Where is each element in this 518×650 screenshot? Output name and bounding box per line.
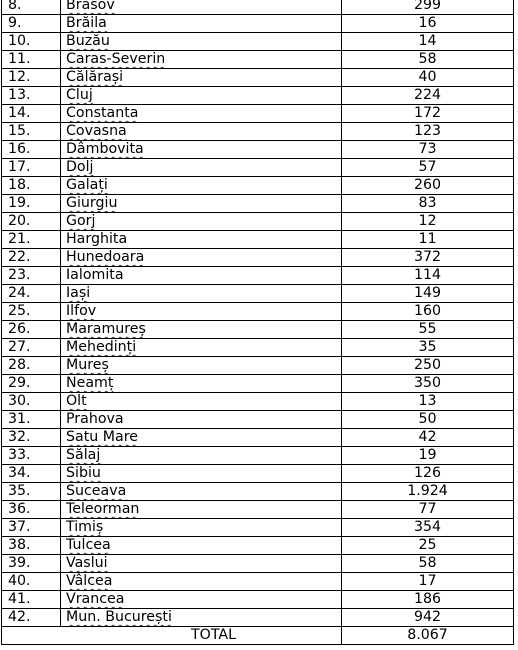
table-row bbox=[2, 33, 514, 51]
county-cell bbox=[61, 51, 342, 69]
table-row bbox=[2, 105, 514, 123]
county-cell bbox=[61, 465, 342, 483]
county-cell bbox=[61, 537, 342, 555]
county-value: 299 bbox=[342, 0, 514, 15]
county-value: 42 bbox=[342, 429, 514, 447]
county-value: 25 bbox=[342, 537, 514, 555]
county-name: Mehedinți bbox=[66, 339, 137, 355]
row-number: 18. bbox=[2, 177, 61, 195]
county-value: 55 bbox=[342, 321, 514, 339]
row-number: 27. bbox=[2, 339, 61, 357]
table-row bbox=[2, 195, 514, 213]
county-name: Caras-Severin bbox=[66, 51, 166, 67]
county-name: Brăila bbox=[66, 15, 107, 31]
county-cell bbox=[61, 591, 342, 609]
county-name: Galați bbox=[66, 177, 108, 193]
table-row bbox=[2, 429, 514, 447]
county-cell bbox=[61, 69, 342, 87]
county-name: Maramureș bbox=[66, 321, 146, 337]
table-row bbox=[2, 537, 514, 555]
county-value: 172 bbox=[342, 105, 514, 123]
county-cell bbox=[61, 573, 342, 591]
county-name: Sibiu bbox=[66, 465, 101, 481]
row-number: 39. bbox=[2, 555, 61, 573]
county-name: Satu Mare bbox=[66, 429, 138, 445]
county-cell bbox=[61, 159, 342, 177]
table-row bbox=[2, 555, 514, 573]
county-value: 160 bbox=[342, 303, 514, 321]
table-row bbox=[2, 483, 514, 501]
county-cell bbox=[61, 285, 342, 303]
county-cell bbox=[61, 33, 342, 51]
row-number: 20. bbox=[2, 213, 61, 231]
table-row bbox=[2, 411, 514, 429]
row-number: 21. bbox=[2, 231, 61, 249]
table-row bbox=[2, 573, 514, 591]
table-row bbox=[2, 15, 514, 33]
county-value: 19 bbox=[342, 447, 514, 465]
county-name: Teleorman bbox=[66, 501, 140, 517]
county-value: 17 bbox=[342, 573, 514, 591]
row-number: 22. bbox=[2, 249, 61, 267]
row-number: 26. bbox=[2, 321, 61, 339]
county-cell bbox=[61, 105, 342, 123]
row-number: 33. bbox=[2, 447, 61, 465]
county-cell bbox=[61, 447, 342, 465]
county-cell bbox=[61, 213, 342, 231]
row-number: 24. bbox=[2, 285, 61, 303]
county-cell bbox=[61, 375, 342, 393]
row-number: 37. bbox=[2, 519, 61, 537]
county-value: 12 bbox=[342, 213, 514, 231]
table-row bbox=[2, 249, 514, 267]
row-number: 11. bbox=[2, 51, 61, 69]
county-cell bbox=[61, 87, 342, 105]
row-number: 34. bbox=[2, 465, 61, 483]
county-value: 57 bbox=[342, 159, 514, 177]
county-name: Mureș bbox=[66, 357, 109, 373]
table-row bbox=[2, 231, 514, 249]
county-name: Mun. București bbox=[66, 609, 172, 625]
table-row bbox=[2, 591, 514, 609]
county-name: Sălaj bbox=[66, 447, 101, 463]
row-number: 19. bbox=[2, 195, 61, 213]
total-row bbox=[2, 627, 514, 645]
table-row bbox=[2, 609, 514, 627]
table-row bbox=[2, 465, 514, 483]
county-name: Olt bbox=[66, 393, 87, 409]
table-row bbox=[2, 141, 514, 159]
county-value: 58 bbox=[342, 51, 514, 69]
county-value: 83 bbox=[342, 195, 514, 213]
county-value: 354 bbox=[342, 519, 514, 537]
table-row bbox=[2, 285, 514, 303]
table-row bbox=[2, 267, 514, 285]
row-number: 30. bbox=[2, 393, 61, 411]
county-cell bbox=[61, 267, 342, 285]
row-number: 42. bbox=[2, 609, 61, 627]
county-value: 16 bbox=[342, 15, 514, 33]
county-value: 224 bbox=[342, 87, 514, 105]
county-name: Cluj bbox=[66, 87, 93, 103]
county-cell bbox=[61, 411, 342, 429]
county-name: Timiș bbox=[66, 519, 104, 535]
county-cell bbox=[61, 15, 342, 33]
row-number: 41. bbox=[2, 591, 61, 609]
row-number: 15. bbox=[2, 123, 61, 141]
row-number: 23. bbox=[2, 267, 61, 285]
row-number: 12. bbox=[2, 69, 61, 87]
table-row bbox=[2, 177, 514, 195]
county-value: 11 bbox=[342, 231, 514, 249]
table-row bbox=[2, 447, 514, 465]
row-number: 31. bbox=[2, 411, 61, 429]
table-row bbox=[2, 501, 514, 519]
table-row bbox=[2, 69, 514, 87]
table-row bbox=[2, 339, 514, 357]
county-value: 1.924 bbox=[342, 483, 514, 501]
table-row bbox=[2, 51, 514, 69]
county-name: Brasov bbox=[66, 0, 115, 13]
total-value: 8.067 bbox=[342, 627, 514, 645]
county-cell bbox=[61, 195, 342, 213]
county-cell bbox=[61, 303, 342, 321]
county-value: 40 bbox=[342, 69, 514, 87]
county-cell bbox=[61, 123, 342, 141]
county-name: Gorj bbox=[66, 213, 96, 229]
county-value: 58 bbox=[342, 555, 514, 573]
county-name: Ilfov bbox=[66, 303, 97, 319]
county-cell bbox=[61, 231, 342, 249]
county-name: Vrancea bbox=[66, 591, 125, 607]
table-row bbox=[2, 321, 514, 339]
county-value: 126 bbox=[342, 465, 514, 483]
county-name: Tulcea bbox=[66, 537, 111, 553]
county-value: 77 bbox=[342, 501, 514, 519]
county-cell bbox=[61, 321, 342, 339]
row-number: 28. bbox=[2, 357, 61, 375]
table-row bbox=[2, 213, 514, 231]
county-name: Covasna bbox=[66, 123, 127, 139]
county-value: 260 bbox=[342, 177, 514, 195]
county-name: Ialomita bbox=[66, 267, 124, 283]
county-value: 350 bbox=[342, 375, 514, 393]
county-name: Hunedoara bbox=[66, 249, 145, 265]
county-cell bbox=[61, 519, 342, 537]
county-name: Giurgiu bbox=[66, 195, 118, 211]
table-row bbox=[2, 159, 514, 177]
county-name: Neamț bbox=[66, 375, 114, 391]
row-number: 17. bbox=[2, 159, 61, 177]
county-cell bbox=[61, 141, 342, 159]
table-row bbox=[2, 375, 514, 393]
county-name: Constanta bbox=[66, 105, 139, 121]
county-cell bbox=[61, 483, 342, 501]
county-value: 186 bbox=[342, 591, 514, 609]
county-value: 149 bbox=[342, 285, 514, 303]
county-name: Călărași bbox=[66, 69, 124, 85]
county-value: 14 bbox=[342, 33, 514, 51]
county-name: Harghita bbox=[66, 231, 128, 247]
county-cell bbox=[61, 0, 342, 15]
county-name: Dolj bbox=[66, 159, 94, 175]
county-name: Suceava bbox=[66, 483, 127, 499]
county-cell bbox=[61, 501, 342, 519]
row-number: 10. bbox=[2, 33, 61, 51]
table-row bbox=[2, 87, 514, 105]
table-row bbox=[2, 303, 514, 321]
county-cell bbox=[61, 609, 342, 627]
county-name: Vaslui bbox=[66, 555, 108, 571]
county-value: 942 bbox=[342, 609, 514, 627]
table-row bbox=[2, 123, 514, 141]
table-row bbox=[2, 0, 514, 15]
county-name: Prahova bbox=[66, 411, 124, 427]
county-value: 372 bbox=[342, 249, 514, 267]
county-value: 13 bbox=[342, 393, 514, 411]
row-number: 25. bbox=[2, 303, 61, 321]
row-number: 14. bbox=[2, 105, 61, 123]
county-value: 250 bbox=[342, 357, 514, 375]
county-name: Dâmbovita bbox=[66, 141, 144, 157]
county-cell bbox=[61, 555, 342, 573]
row-number: 16. bbox=[2, 141, 61, 159]
county-cell bbox=[61, 249, 342, 267]
county-cell bbox=[61, 339, 342, 357]
row-number: 9. bbox=[2, 15, 61, 33]
row-number: 8. bbox=[2, 0, 61, 15]
county-cell bbox=[61, 177, 342, 195]
county-value: 123 bbox=[342, 123, 514, 141]
row-number: 13. bbox=[2, 87, 61, 105]
county-value: 35 bbox=[342, 339, 514, 357]
county-data-table bbox=[1, 0, 514, 645]
county-value: 50 bbox=[342, 411, 514, 429]
county-cell bbox=[61, 429, 342, 447]
county-name: Buzău bbox=[66, 33, 110, 49]
table-body bbox=[2, 0, 514, 627]
county-cell bbox=[61, 393, 342, 411]
county-name: Vâlcea bbox=[66, 573, 113, 589]
row-number: 29. bbox=[2, 375, 61, 393]
county-name: Iași bbox=[66, 285, 91, 301]
row-number: 32. bbox=[2, 429, 61, 447]
row-number: 38. bbox=[2, 537, 61, 555]
total-label: TOTAL bbox=[2, 627, 342, 645]
county-value: 114 bbox=[342, 267, 514, 285]
row-number: 40. bbox=[2, 573, 61, 591]
county-cell bbox=[61, 357, 342, 375]
row-number: 36. bbox=[2, 501, 61, 519]
table-row bbox=[2, 519, 514, 537]
table-row bbox=[2, 393, 514, 411]
county-value: 73 bbox=[342, 141, 514, 159]
table-row bbox=[2, 357, 514, 375]
row-number: 35. bbox=[2, 483, 61, 501]
